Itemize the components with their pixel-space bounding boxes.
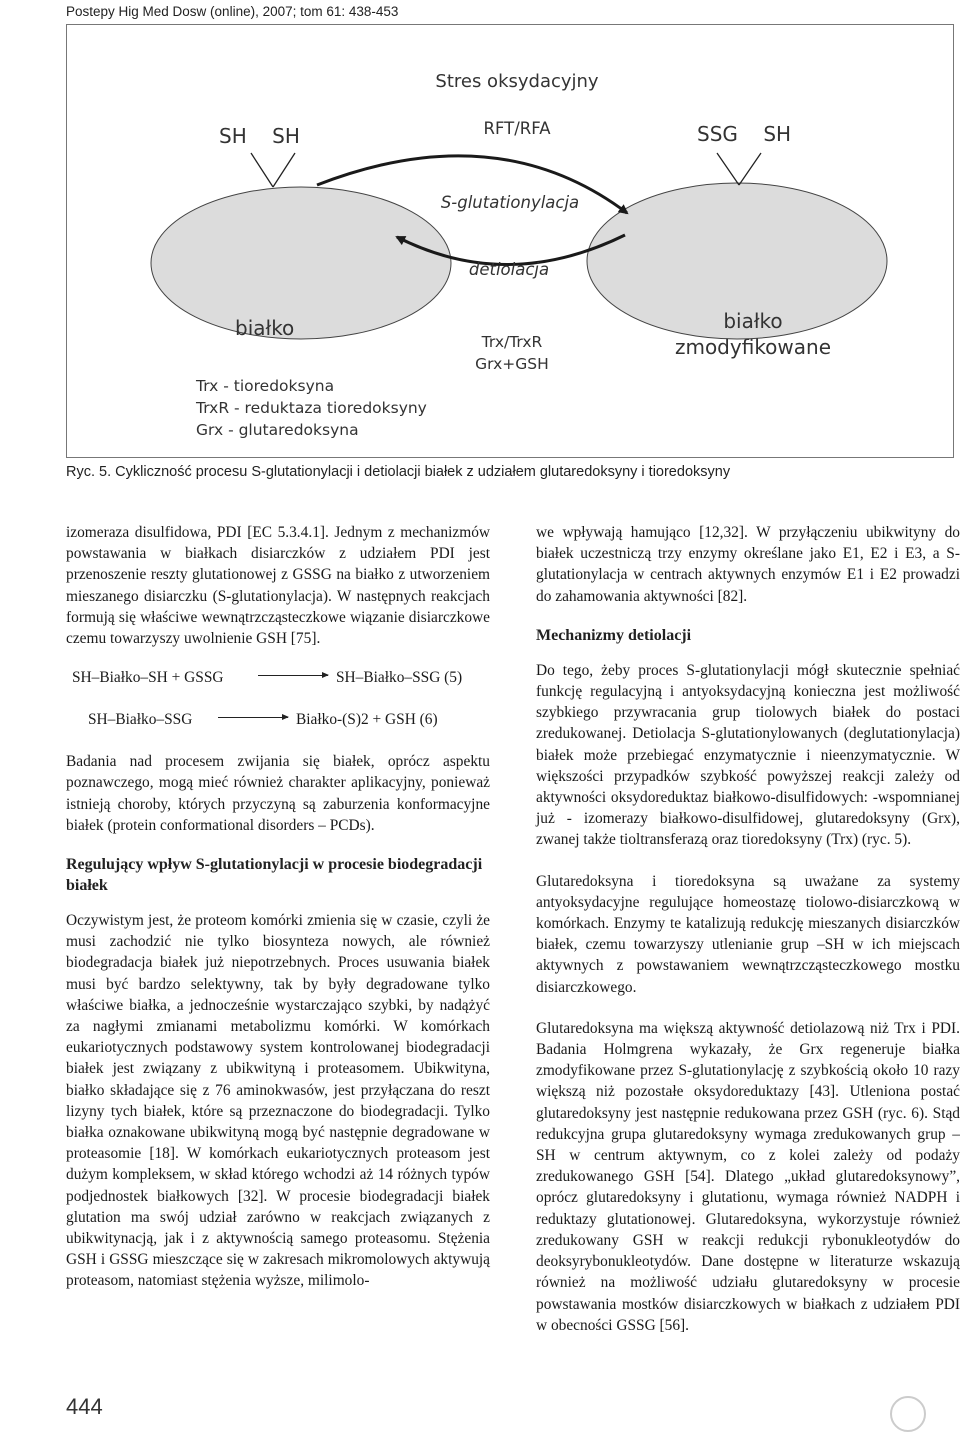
label-s-glutathionylation: S-glutationylacja — [440, 193, 580, 212]
legend-trx: Trx - tioredoksyna — [196, 377, 335, 395]
label-dethiolation: detiolacja — [468, 260, 550, 279]
label-modified-protein-2: zmodyfikowane — [674, 335, 832, 359]
left-column — [66, 522, 490, 1304]
paragraph: Glutaredoksyna ma większą aktywność detiolazową niż Trx i PDI. Badania Holmgrena wykazały, że Grx regeneruje białka zmodyfikowane przez S-glutationylację z szybkością około 10 razy większą niż pozostałe oksydoreduktazy [43]. Utleniona postać glutaredoksyny jest następnie redukowana przez GSH (ryc. 6). Stąd redukcyjna grupa glutaredoksyny wymaga zredukowanych grup –SH w centrum aktywnym, co z kolei zależy od podaży zredukowanego GSH [54]. Dlatego „układ glutaredoksynowy”, oprócz glutaredoksyny i glutationu, wymaga również NADPH i reduktazy glutationowej. Glutaredoksyna, wykorzystuje również zredukowany GSH w reakcji redukcji rybonukleotydów do deoksyrybonukleotydów. Dane dostępne w literaturze wskazują również na możliwość udziału glutaredoksyny w procesie powstawania mostków disiarczkowych w białkach z udziałem PDI w obecności GSSG [56]. — [536, 1019, 960, 1334]
journal-header: Postepy Hig Med Dosw (online), 2007; tom 61: 438-453 — [66, 4, 399, 19]
page-number: 444 — [66, 1394, 103, 1419]
label-sh-sh: SH SH — [219, 124, 300, 148]
paragraph: we wpływają hamująco [12,32]. W przyłączeniu ubikwityny do białek uczestniczą trzy enzymy określane jako E1, E2 i E3, a S-glutationylacja w centrach aktywnych enzymów E1 i E2 prowadzi do zahamowania aktywności [82]. — [536, 524, 960, 605]
equation-6 — [66, 707, 490, 735]
paragraph: Glutaredoksyna i tioredoksyna są uważane za systemy antyoksydacyjne regulujące homeostazę tiolowo-disiarczkową w komórkach. Enzymy te katalizują redukcję mieszanych disiarczków białek, czemu towarzyszy utlenianie grup –SH w ich miejscach aktywnych z powstawaniem wewnątrzcząsteczkowego mostku disiarczkowego. — [536, 872, 960, 996]
label-ssg-sh: SSG SH — [697, 122, 792, 146]
eq6-right: Białko-(S)2 + GSH (6) — [296, 711, 438, 729]
eq6-left: SH–Białko–SSG — [88, 711, 193, 729]
label-oxidative-stress: Stres oksydacyjny — [435, 71, 599, 92]
paragraph: Oczywistym jest, że proteom komórki zmienia się w czasie, czyli że musi zachodzić nie tylko biosynteza nowych, ale również biodegradacja białek już niepotrzebnych. Proces usuwania białek musi być bardzo selektywny, tak by były degradowane tylko właściwe białka, a jednocześnie wystarczająco szybki, by nadążyć za nagłymi zmianami metabolizmu komórki. W komórkach eukariotycznych podstawowy system kontrolowanej biodegradacji białek jest związany z ubikwityną i proteasomem. Ubikwityna, białko składające się z 76 aminokwasów, jest przyłączana do reszt lizyny tych białek, które są przeznaczone do biodegradacji. Tylko białka oznakowane ubikwityną mogą być następnie degradowane w proteasomie [18]. W komórkach eukariotycznych proteasom jest dużym kompleksem, w skład którego wchodzi aż 14 różnych typów podjednostek białkowych [32]. W procesie biodegradacji białek glutation ma swój udział zarówno w reakcjach związanych z ubikwitynacją, jak i z aktywnością samego proteasomu. Stężenia GSH i GSSG mieszczące się w zakresach mikromolowych aktywują proteasom, natomiast stężenia wyższe, milimolo- — [66, 912, 490, 1290]
eq6-arrow — [218, 717, 288, 718]
right-column — [536, 522, 960, 1348]
figure-5 — [66, 24, 954, 458]
legend-trxr: TrxR - reduktaza tioredoksyny — [196, 399, 427, 417]
paragraph: izomeraza disulfidowa, PDI [EC 5.3.4.1]. Jednym z mechanizmów powstawania w białkach disiarczków z udziałem PDI jest przenoszenie reszty glutationowej z GSSG na białko z utworzeniem mieszanego disiarczku (S-glutationylacja). W następnych reakcjach formują się właściwe wewnątrzcząsteczkowe wiązanie disiarczkowe czemu towarzyszy uwolnienie GSH [75]. — [66, 524, 490, 648]
eq5-arrow — [258, 675, 328, 676]
eq5-right: SH–Białko–SSG (5) — [336, 669, 463, 687]
label-grx-gsh: Grx+GSH — [475, 355, 549, 373]
section-heading: Mechanizmy detiolacji — [536, 626, 692, 644]
paragraph: Do tego, żeby proces S-glutationylacji mógł skutecznie spełniać funkcję regulacyjną i antyoksydacyjną konieczna jest możliwość szybkiego przywracania grup tiolowych białek do postaci zredukowanej. Detiolacja S-glutationylowanych (deglutationylacja) białek może przebiegać enzymatycznie i nieenzymatycznie. W większości przypadków szybkość powyższej reakcji zależy od aktywności oksydoreduktaz białkowo-disulfidowych: -wspomnianej już - izomerazy białkowo-disulfidowej, glutaredoksyny (Grx), zwanej także tioltransferazą oraz tioredoksyny (Trx) (ryc. 5). — [536, 661, 960, 849]
label-protein: białko — [235, 316, 295, 340]
protein-ellipse-left — [151, 187, 451, 339]
equation-5 — [66, 665, 490, 693]
watermark-seal-icon — [890, 1396, 926, 1432]
section-heading: Regulujący wpływ S-glutationylacji w procesie biodegradacji białek — [66, 856, 483, 895]
figure-caption: Ryc. 5. Cykliczność procesu S-glutationylacji i detiolacji białek z udziałem glutaredoksyny i tioredoksyny — [66, 464, 731, 480]
eq5-left: SH–Białko–SH + GSSG — [72, 669, 224, 687]
label-modified-protein-1: białko — [723, 309, 783, 333]
legend-grx: Grx - glutaredoksyna — [196, 421, 359, 439]
label-trx-trxr: Trx/TrxR — [481, 333, 543, 351]
cycle-diagram — [67, 25, 955, 459]
paragraph: Badania nad procesem zwijania się białek, oprócz aspektu poznawczego, mogą mieć również charakter aplikacyjny, ponieważ istnieją choroby, których przyczyną są zaburzenia konformacyjne białek (protein conformational disorders – PCDs). — [66, 753, 490, 834]
label-rft-rfa: RFT/RFA — [483, 119, 551, 138]
